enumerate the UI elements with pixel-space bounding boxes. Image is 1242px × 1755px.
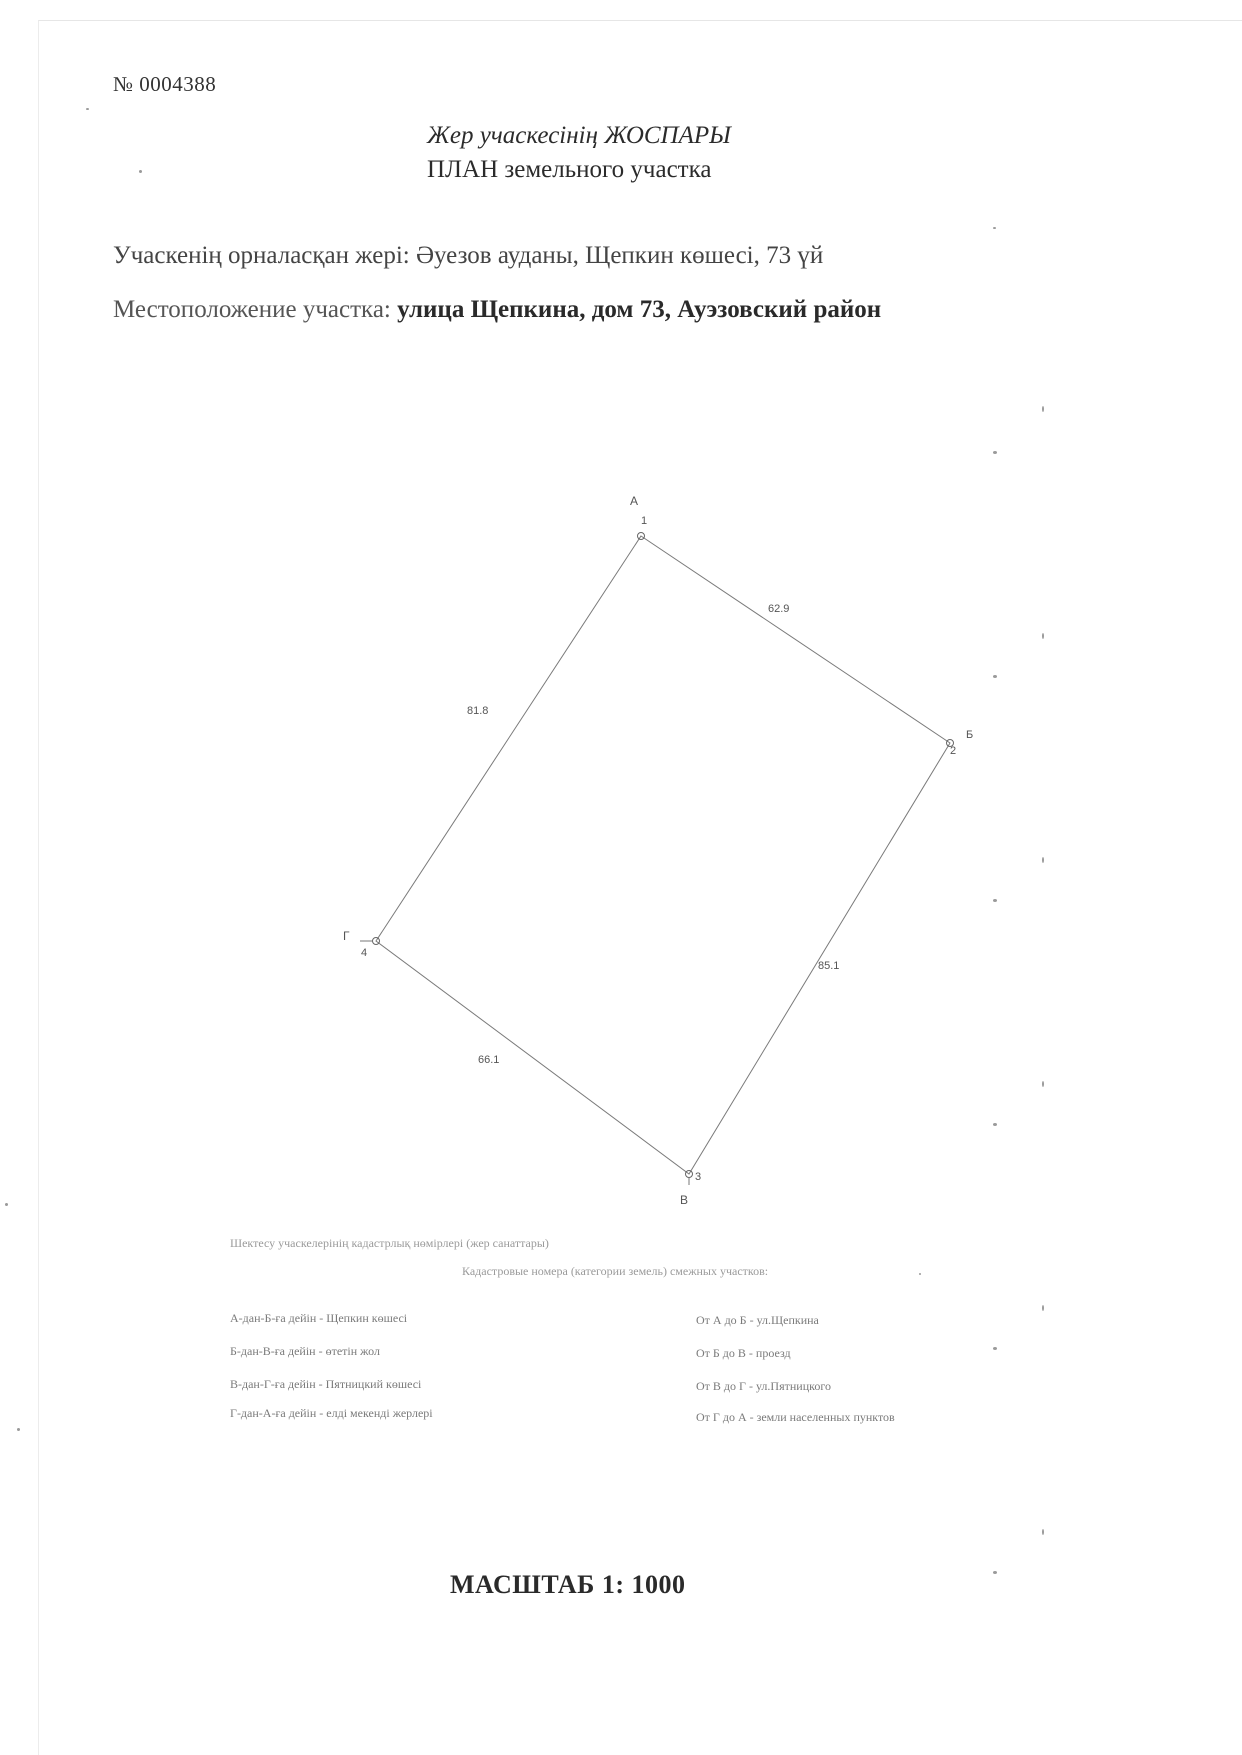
vertex-g [343, 929, 380, 959]
adjacent-title-kazakh: Шектесу учаскелерінің кадастрлық нөмірлері (жер санаттары) [230, 1236, 549, 1250]
vertex-a [630, 494, 647, 540]
title-russian: ПЛАН земельного участка [427, 156, 712, 183]
location-russian-label: Местоположение участка: [113, 296, 398, 323]
location-kazakh: Учаскенің орналасқан жері: Әуезов ауданы, Щепкин көшесі, 73 үй [113, 242, 824, 269]
scan-speck [5, 1203, 8, 1206]
side-ab-length: 62.9 [768, 603, 790, 615]
adjacent-title-russian: Кадастровые номера (категории земель) смежных участков: [462, 1264, 769, 1278]
adjacent-ru-item: От Б до В - проезд [696, 1346, 791, 1360]
location-russian-value: улица Щепкина, дом 73, Ауэзовский район [397, 296, 882, 323]
scan-speck [86, 108, 89, 110]
scan-speck [993, 227, 996, 229]
scan-speck [1042, 1081, 1044, 1087]
vertex-a-letter: А [630, 494, 639, 508]
scan-speck [993, 1347, 997, 1350]
adjacent-kz-item: А-дан-Б-ға дейін - Щепкин көшесі [230, 1311, 408, 1325]
vertex-b-letter: Б [966, 729, 974, 741]
vertex-a-number: 1 [641, 515, 648, 527]
scan-speck [993, 451, 997, 454]
adjacent-kz-item: Г-дан-А-ға дейін - елді мекенді жерлері [230, 1406, 433, 1420]
adjacent-kz-item: Б-дан-В-ға дейін - өтетін жол [230, 1344, 380, 1358]
scan-speck [993, 1571, 997, 1574]
scan-speck [1042, 1529, 1044, 1535]
adjacent-kz-item: В-дан-Г-ға дейін - Пятницкий көшесі [230, 1377, 422, 1391]
scan-speck [17, 1428, 20, 1431]
vertex-g-number: 4 [361, 947, 368, 959]
scan-speck [1042, 633, 1044, 639]
vertex-v-letter: В [680, 1193, 689, 1207]
vertex-b-number: 2 [950, 745, 957, 757]
side-ga-length: 81.8 [467, 705, 489, 717]
vertex-v-number: 3 [695, 1171, 702, 1183]
scan-speck [1042, 406, 1044, 412]
scan-speck [139, 170, 142, 173]
side-bv-length: 85.1 [818, 960, 840, 972]
document-number: № 0004388 [113, 72, 217, 96]
scan-speck [919, 1273, 921, 1275]
scan-speck [993, 1123, 997, 1126]
vertex-v [680, 1171, 701, 1208]
scan-speck [993, 675, 997, 678]
scan-speck [1042, 857, 1044, 863]
plot-boundary [376, 536, 950, 1174]
map-scale: МАСШТАБ 1: 1000 [450, 1570, 686, 1599]
adjacent-ru-item: От В до Г - ул.Пятницкого [696, 1379, 831, 1393]
scan-speck [1042, 1305, 1044, 1311]
title-kazakh: Жер учаскесінің ЖОСПАРЫ [427, 122, 731, 149]
scan-speck [993, 899, 997, 902]
adjacent-ru-item: От А до Б - ул.Щепкина [696, 1313, 819, 1327]
adjacent-ru-item: От Г до А - земли населенных пунктов [696, 1410, 895, 1424]
vertex-g-letter: Г [343, 929, 350, 943]
side-vg-length: 66.1 [478, 1054, 500, 1066]
